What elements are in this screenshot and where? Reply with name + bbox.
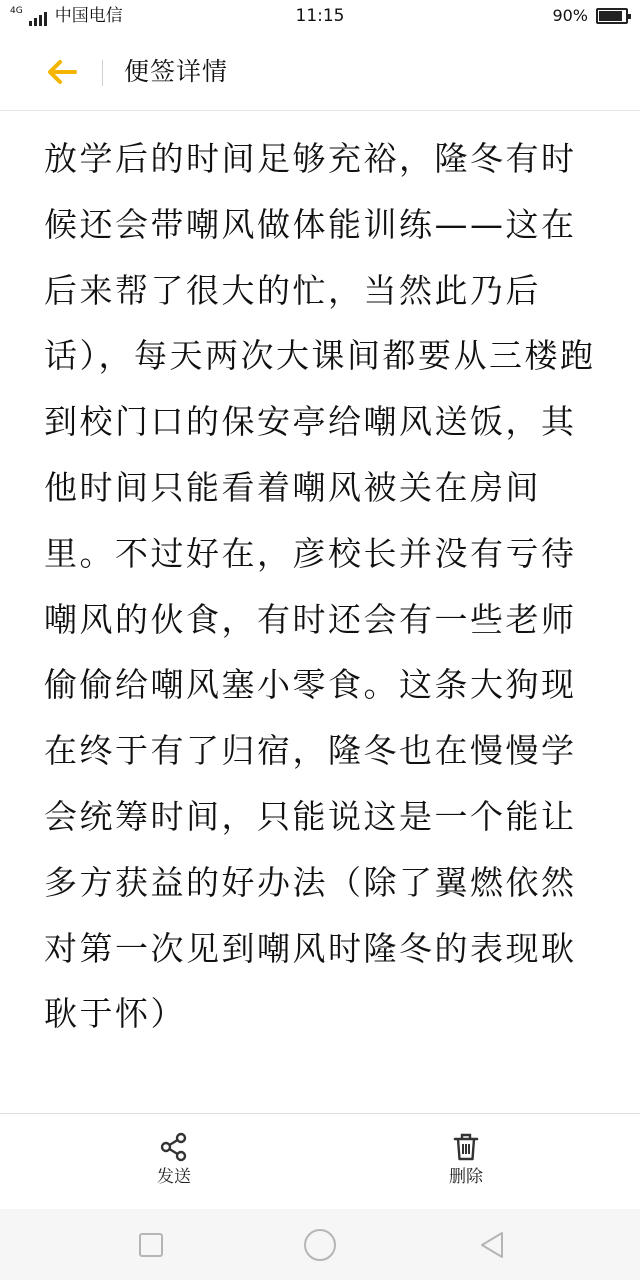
send-button[interactable]	[114, 1132, 234, 1188]
note-text[interactable]: 放学后的时间足够充裕，隆冬有时候还会带嘲风做体能训练——这在后来帮了很大的忙，当然此乃后话），每天两次大课间都要从三楼跑到校门口的保安亭给嘲风送饭，其他时间只能看着嘲风被关在房间里。不过好在，彦校长并没有亏待嘲风的伙食，有时还会有一些老师偷偷给嘲风塞小零食。这条大狗现在终于有了归宿，隆冬也在慢慢学会统筹时间，只能说这是一个能让多方获益的好办法（除了翼燃依然对第一次见到嘲风时隆冬的表现耿耿于怀）	[44, 139, 596, 1034]
triangle-back-icon	[477, 1230, 507, 1260]
send-label: 发送	[157, 1167, 191, 1187]
status-bar	[0, 0, 640, 34]
trash-icon	[451, 1132, 481, 1162]
page-title: 便签详情	[124, 57, 229, 86]
delete-button[interactable]	[406, 1132, 526, 1188]
status-time: 11:15	[295, 6, 345, 26]
header-divider	[102, 60, 103, 86]
square-icon	[137, 1231, 165, 1259]
app-header	[0, 34, 640, 111]
battery-percent: 90%	[552, 6, 588, 25]
carrier-name: 中国电信	[54, 6, 123, 26]
circle-icon	[302, 1227, 338, 1263]
network-type: 4G	[10, 6, 23, 16]
battery-fill	[599, 11, 622, 21]
arrow-left-icon	[46, 58, 78, 86]
bottom-action-bar	[0, 1113, 640, 1209]
nav-back-button[interactable]	[474, 1227, 510, 1263]
share-icon	[159, 1132, 189, 1162]
recent-apps-button[interactable]	[133, 1227, 169, 1263]
status-right	[552, 6, 628, 26]
battery-icon	[596, 8, 628, 24]
delete-label: 删除	[449, 1167, 483, 1187]
system-nav-bar	[0, 1209, 640, 1280]
back-button[interactable]	[40, 54, 84, 90]
note-content[interactable]	[0, 112, 640, 1114]
home-button[interactable]	[302, 1227, 338, 1263]
